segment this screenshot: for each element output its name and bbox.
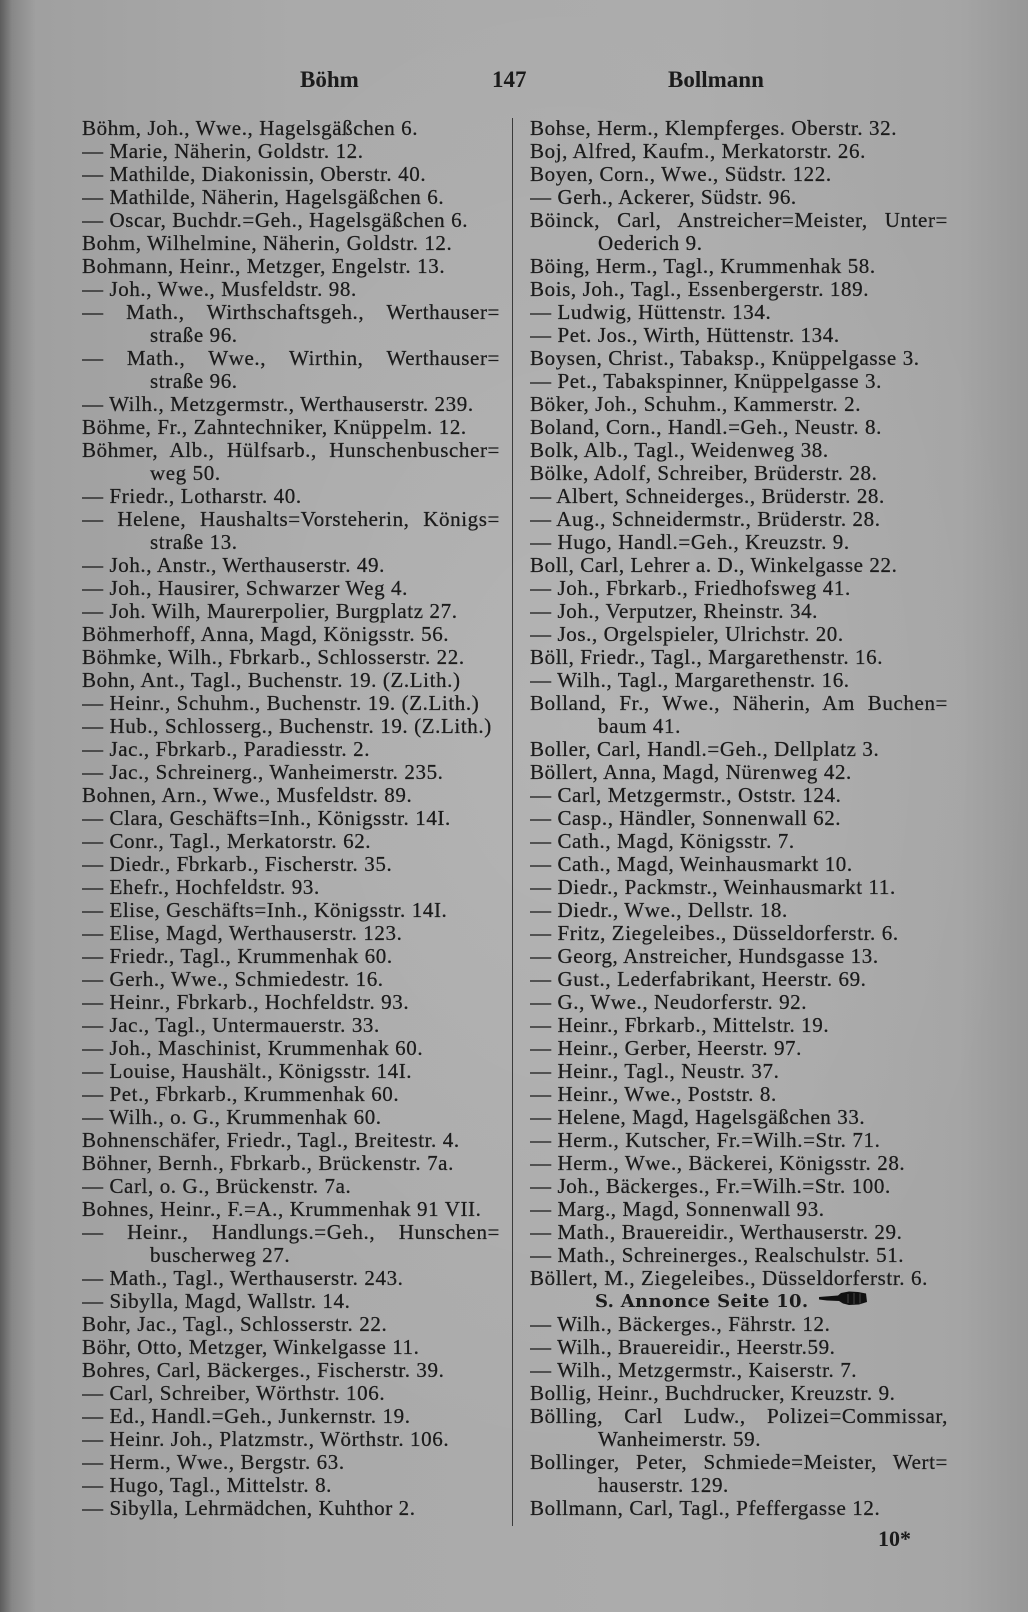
- directory-entry: Bölke, Adolf, Schreiber, Brüderstr. 28.: [530, 462, 878, 485]
- directory-entry: — Oscar, Buchdr.=Geh., Hagelsgäßchen 6.: [82, 209, 469, 232]
- directory-entry: — Marie, Näherin, Goldstr. 12.: [82, 140, 364, 163]
- directory-entry: Boj, Alfred, Kaufm., Merkatorstr. 26.: [530, 140, 866, 163]
- entry-continuation: hauserstr. 129.: [598, 1474, 729, 1497]
- directory-entry: — Heinr. Joh., Platzmstr., Wörthstr. 106.: [82, 1428, 450, 1451]
- directory-entry: — Jos., Orgelspieler, Ulrichstr. 20.: [530, 623, 844, 646]
- directory-entry: — Hub., Schlosserg., Buchenstr. 19. (Z.Lith.): [82, 715, 492, 738]
- directory-entry: Boland, Corn., Handl.=Geh., Neustr. 8.: [530, 416, 882, 439]
- directory-entry: — Math., Wirthschaftsgeh., Werthauser=: [82, 301, 500, 324]
- directory-entry: Böker, Joh., Schuhm., Kammerstr. 2.: [530, 393, 862, 416]
- directory-entry: Bohse, Herm., Klempferges. Oberstr. 32.: [530, 117, 898, 140]
- directory-entry: — Heinr., Gerber, Heerstr. 97.: [530, 1037, 802, 1060]
- directory-entry: — Helene, Magd, Hagelsgäßchen 33.: [530, 1106, 866, 1129]
- directory-entry: Böhmer, Alb., Hülfsarb., Hunschenbuscher=: [82, 439, 500, 462]
- directory-entry: Bohr, Jac., Tagl., Schlosserstr. 22.: [82, 1313, 388, 1336]
- directory-entry: Boller, Carl, Handl.=Geh., Dellplatz 3.: [530, 738, 880, 761]
- directory-entry: — Gerh., Wwe., Schmiedestr. 16.: [82, 968, 384, 991]
- directory-entry: — Albert, Schneiderges., Brüderstr. 28.: [530, 485, 885, 508]
- directory-entry: — Jac., Schreinerg., Wanheimerstr. 235.: [82, 761, 444, 784]
- directory-entry: — Wilh., Tagl., Margarethenstr. 16.: [530, 669, 850, 692]
- directory-entry: Böllert, M., Ziegeleibes., Düsseldorferstr. 6.: [530, 1267, 928, 1290]
- column-divider: [512, 118, 513, 1526]
- directory-entry: — Sibylla, Lehrmädchen, Kuhthor 2.: [82, 1497, 416, 1520]
- directory-entry: — Herm., Wwe., Bergstr. 63.: [82, 1451, 345, 1474]
- directory-entry: — Diedr., Packmstr., Weinhausmarkt 11.: [530, 876, 896, 899]
- directory-entry: — Wilh., Metzgermstr., Werthauserstr. 239.: [82, 393, 474, 416]
- directory-entry: — Clara, Geschäfts=Inh., Königsstr. 14I.: [82, 807, 451, 830]
- annonce-reference-text: S. Annonce Seite 10.: [595, 1291, 809, 1312]
- pointing-hand-icon: [818, 1290, 868, 1312]
- entry-continuation: buscherweg 27.: [150, 1244, 291, 1267]
- directory-entry: — Casp., Händler, Sonnenwall 62.: [530, 807, 842, 830]
- directory-entry: — Fritz, Ziegeleibes., Düsseldorferstr. 6.: [530, 922, 899, 945]
- running-head-right: Bollmann: [668, 67, 764, 92]
- directory-entry: Bohmann, Heinr., Metzger, Engelstr. 13.: [82, 255, 446, 278]
- directory-entry: — Mathilde, Näherin, Hagelsgäßchen 6.: [82, 186, 445, 209]
- directory-entry: — Pet. Jos., Wirth, Hüttenstr. 134.: [530, 324, 840, 347]
- entry-continuation: straße 13.: [150, 531, 238, 554]
- directory-entry: — Friedr., Tagl., Krummenhak 60.: [82, 945, 393, 968]
- directory-entry: — Heinr., Tagl., Neustr. 37.: [530, 1060, 780, 1083]
- directory-entry: Böhner, Bernh., Fbrkarb., Brückenstr. 7a.: [82, 1152, 454, 1175]
- entry-continuation: baum 41.: [598, 715, 681, 738]
- right-column: [530, 117, 948, 1520]
- directory-entry: Böhmerhoff, Anna, Magd, Königsstr. 56.: [82, 623, 450, 646]
- entry-continuation: straße 96.: [150, 324, 238, 347]
- directory-entry: — Jac., Tagl., Untermauerstr. 33.: [82, 1014, 380, 1037]
- directory-entry: — Gust., Lederfabrikant, Heerstr. 69.: [530, 968, 867, 991]
- directory-entry: — Georg, Anstreicher, Hundsgasse 13.: [530, 945, 879, 968]
- directory-entry: — Heinr., Fbrkarb., Hochfeldstr. 93.: [82, 991, 410, 1014]
- directory-entry: Böing, Herm., Tagl., Krummenhak 58.: [530, 255, 876, 278]
- directory-entry: — Math., Wwe., Wirthin, Werthauser=: [82, 347, 500, 370]
- directory-entry: — Joh., Fbrkarb., Friedhofsweg 41.: [530, 577, 851, 600]
- directory-entry: — Cath., Magd, Weinhausmarkt 10.: [530, 853, 853, 876]
- directory-entry: — Herm., Wwe., Bäckerei, Königsstr. 28.: [530, 1152, 906, 1175]
- directory-entry: — Elise, Magd, Werthauserstr. 123.: [82, 922, 403, 945]
- directory-entry: — Joh., Maschinist, Krummenhak 60.: [82, 1037, 424, 1060]
- directory-entry: — Wilh., o. G., Krummenhak 60.: [82, 1106, 382, 1129]
- directory-entry: — Wilh., Metzgermstr., Kaiserstr. 7.: [530, 1359, 858, 1382]
- directory-entry: Böhme, Fr., Zahntechniker, Knüppelm. 12.: [82, 416, 467, 439]
- directory-entry: — Aug., Schneidermstr., Brüderstr. 28.: [530, 508, 881, 531]
- directory-entry: — Heinr., Wwe., Poststr. 8.: [530, 1083, 777, 1106]
- entry-continuation: weg 50.: [150, 462, 221, 485]
- directory-entry: — Ed., Handl.=Geh., Junkernstr. 19.: [82, 1405, 411, 1428]
- directory-entry: Boyen, Corn., Wwe., Südstr. 122.: [530, 163, 832, 186]
- directory-entry: — Helene, Haushalts=Vorsteherin, Königs=: [82, 508, 500, 531]
- directory-entry: — Wilh., Bäckerges., Fährstr. 12.: [530, 1313, 831, 1336]
- directory-entry: — Sibylla, Magd, Wallstr. 14.: [82, 1290, 351, 1313]
- left-column: [82, 117, 500, 1520]
- page-number: 147: [492, 67, 527, 92]
- directory-entry: Bois, Joh., Tagl., Essenbergerstr. 189.: [530, 278, 870, 301]
- directory-entry: Böhr, Otto, Metzger, Winkelgasse 11.: [82, 1336, 420, 1359]
- directory-entry: Bollig, Heinr., Buchdrucker, Kreuzstr. 9.: [530, 1382, 896, 1405]
- directory-entry: — Carl, o. G., Brückenstr. 7a.: [82, 1175, 352, 1198]
- directory-entry: — Joh., Hausirer, Schwarzer Weg 4.: [82, 577, 408, 600]
- directory-entry: — Joh., Anstr., Werthauserstr. 49.: [82, 554, 385, 577]
- directory-entry: Böinck, Carl, Anstreicher=Meister, Unter=: [530, 209, 948, 232]
- directory-entry: — Pet., Fbrkarb., Krummenhak 60.: [82, 1083, 400, 1106]
- directory-entry: Bohn, Ant., Tagl., Buchenstr. 19. (Z.Lith.): [82, 669, 461, 692]
- directory-entry: — Carl, Schreiber, Wörthstr. 106.: [82, 1382, 386, 1405]
- directory-entry: — Ehefr., Hochfeldstr. 93.: [82, 876, 320, 899]
- entry-continuation: straße 96.: [150, 370, 238, 393]
- directory-entry: Boll, Carl, Lehrer a. D., Winkelgasse 22.: [530, 554, 898, 577]
- directory-entry: — Cath., Magd, Königsstr. 7.: [530, 830, 795, 853]
- directory-entry: — Mathilde, Diakonissin, Oberstr. 40.: [82, 163, 427, 186]
- annonce-reference: [530, 1290, 948, 1313]
- directory-entry: Bollinger, Peter, Schmiede=Meister, Wert=: [530, 1451, 948, 1474]
- directory-entry: Bohnen, Arn., Wwe., Musfeldstr. 89.: [82, 784, 413, 807]
- directory-entry: — Conr., Tagl., Merkatorstr. 62.: [82, 830, 372, 853]
- running-head-left: Böhm: [300, 67, 359, 92]
- directory-entry: — Joh., Wwe., Musfeldstr. 98.: [82, 278, 357, 301]
- directory-entry: Bohres, Carl, Bäckerges., Fischerstr. 39.: [82, 1359, 445, 1382]
- directory-entry: Böllert, Anna, Magd, Nürenweg 42.: [530, 761, 852, 784]
- directory-entry: — Herm., Kutscher, Fr.=Wilh.=Str. 71.: [530, 1129, 881, 1152]
- directory-entry: — Ludwig, Hüttenstr. 134.: [530, 301, 772, 324]
- directory-entry: — Hugo, Tagl., Mittelstr. 8.: [82, 1474, 333, 1497]
- directory-entry: — Carl, Metzgermstr., Oststr. 124.: [530, 784, 842, 807]
- directory-entry: — Pet., Tabakspinner, Knüppelgasse 3.: [530, 370, 882, 393]
- directory-entry: Bolk, Alb., Tagl., Weidenweg 38.: [530, 439, 829, 462]
- directory-entry: — Math., Tagl., Werthauserstr. 243.: [82, 1267, 404, 1290]
- directory-entry: — Marg., Magd, Sonnenwall 93.: [530, 1198, 825, 1221]
- directory-entry: — Louise, Haushält., Königsstr. 14I.: [82, 1060, 413, 1083]
- entry-continuation: Oederich 9.: [598, 232, 703, 255]
- directory-entry: — Hugo, Handl.=Geh., Kreuzstr. 9.: [530, 531, 850, 554]
- directory-entry: — Friedr., Lotharstr. 40.: [82, 485, 302, 508]
- directory-entry: — Heinr., Schuhm., Buchenstr. 19. (Z.Lith.): [82, 692, 480, 715]
- directory-entry: Bohnes, Heinr., F.=A., Krummenhak 91 VII.: [82, 1198, 482, 1221]
- directory-entry: Bolland, Fr., Wwe., Näherin, Am Buchen=: [530, 692, 948, 715]
- directory-entry: — Diedr., Fbrkarb., Fischerstr. 35.: [82, 853, 393, 876]
- directory-entry: Bollmann, Carl, Tagl., Pfeffergasse 12.: [530, 1497, 881, 1520]
- directory-entry: Böhm, Joh., Wwe., Hagelsgäßchen 6.: [82, 117, 419, 140]
- signature-mark: 10*: [878, 1526, 911, 1551]
- directory-entry: — Diedr., Wwe., Dellstr. 18.: [530, 899, 788, 922]
- directory-entry: — Gerh., Ackerer, Südstr. 96.: [530, 186, 797, 209]
- directory-entry: — Heinr., Fbrkarb., Mittelstr. 19.: [530, 1014, 830, 1037]
- directory-entry: Bohnenschäfer, Friedr., Tagl., Breitestr. 4.: [82, 1129, 460, 1152]
- directory-entry: — Elise, Geschäfts=Inh., Königsstr. 14I.: [82, 899, 448, 922]
- directory-entry: Böll, Friedr., Tagl., Margarethenstr. 16.: [530, 646, 884, 669]
- directory-entry: Boysen, Christ., Tabaksp., Knüppelgasse 3.: [530, 347, 920, 370]
- directory-entry: — G., Wwe., Neudorferstr. 92.: [530, 991, 808, 1014]
- entry-continuation: Wanheimerstr. 59.: [598, 1428, 762, 1451]
- directory-entry: — Jac., Fbrkarb., Paradiesstr. 2.: [82, 738, 371, 761]
- directory-entry: — Heinr., Handlungs.=Geh., Hunschen=: [82, 1221, 500, 1244]
- directory-entry: — Joh. Wilh, Maurerpolier, Burgplatz 27.: [82, 600, 458, 623]
- directory-entry: Böhmke, Wilh., Fbrkarb., Schlosserstr. 22.: [82, 646, 465, 669]
- directory-entry: — Math., Schreinerges., Realschulstr. 51.: [530, 1244, 905, 1267]
- directory-entry: — Joh., Bäckerges., Fr.=Wilh.=Str. 100.: [530, 1175, 891, 1198]
- directory-entry: Bohm, Wilhelmine, Näherin, Goldstr. 12.: [82, 232, 453, 255]
- directory-entry: — Wilh., Brauereidir., Heerstr.59.: [530, 1336, 836, 1359]
- directory-entry: — Math., Brauereidir., Werthauserstr. 29.: [530, 1221, 903, 1244]
- directory-entry: — Joh., Verputzer, Rheinstr. 34.: [530, 600, 819, 623]
- directory-entry: Bölling, Carl Ludw., Polizei=Commissar,: [530, 1405, 948, 1428]
